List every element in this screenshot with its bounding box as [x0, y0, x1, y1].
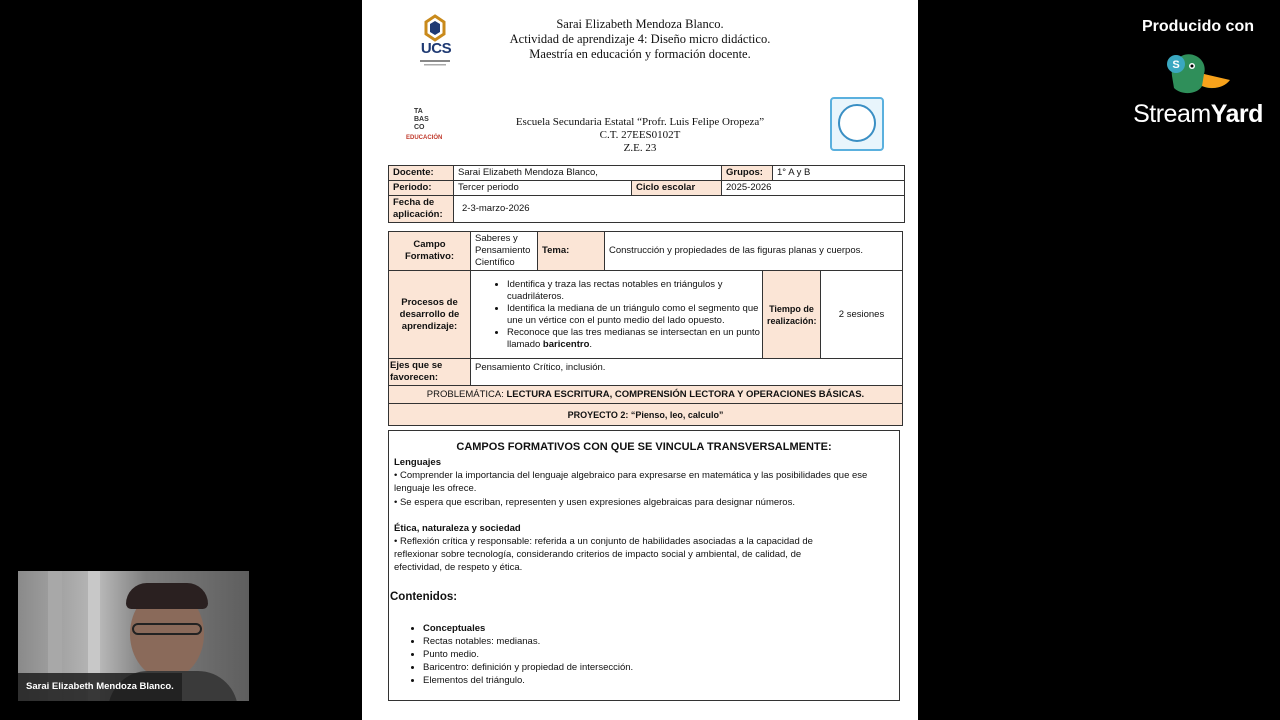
periodo-label: Periodo:	[389, 181, 454, 196]
problematica-row	[389, 386, 903, 404]
svg-text:S: S	[1172, 59, 1180, 71]
tiempo-label: Tiempo de realización:	[763, 271, 821, 359]
ejes-value: Pensamiento Crítico, inclusión.	[471, 359, 903, 386]
fecha-label: Fecha de aplicación:	[389, 196, 454, 223]
procesos-list	[473, 279, 760, 351]
produced-with-text: Producido con	[1142, 18, 1254, 35]
participant-video-tile[interactable]	[18, 571, 249, 701]
contenidos-item: • Elementos del triángulo.	[423, 674, 633, 687]
proceso-item: • Identifica la mediana de un triángulo como el segmento que une un vértice con el punto medio del lado opuesto.	[507, 303, 760, 327]
participant-hair	[126, 583, 208, 609]
proceso-3-end: .	[589, 338, 593, 350]
proceso-item: • Identifica y traza las rectas notables en triángulos y cuadriláteros.	[507, 279, 760, 303]
campos-title: CAMPOS FORMATIVOS CON QUE SE VINCULA TRANSVERSALMENTE:	[456, 441, 832, 453]
lenguajes-heading: Lenguajes	[394, 457, 441, 468]
ciclo-label: Ciclo escolar	[632, 181, 722, 196]
fecha-value: 2-3-marzo-2026	[454, 196, 905, 223]
header-program-line: Maestría en educación y formación docente.	[529, 47, 751, 61]
header-author-line: Sarai Elizabeth Mendoza Blanco.	[556, 17, 724, 31]
proceso-item	[507, 327, 760, 351]
participant-name-tag: Sarai Elizabeth Mendoza Blanco.	[18, 673, 182, 701]
procesos-list-cell	[471, 271, 763, 359]
grupos-value: 1° A y B	[773, 166, 905, 181]
ucs-logo-text: UCS	[420, 40, 452, 57]
ejes-label: Ejes que se favorecen:	[389, 359, 471, 386]
docente-value: Sarai Elizabeth Mendoza Blanco,	[454, 166, 722, 181]
tab-logo-line1: TA	[414, 108, 423, 115]
docente-label: Docente:	[389, 166, 454, 181]
ciclo-value: 2025-2026	[722, 181, 905, 196]
streamyard-duck-icon	[1162, 46, 1234, 100]
campo-formativo-value: Saberes y Pensamiento Científico	[471, 232, 538, 271]
school-seal-icon	[830, 97, 884, 151]
contenidos-item: • Conceptuales	[423, 622, 633, 635]
brand-yard: Yard	[1210, 100, 1263, 128]
tema-label: Tema:	[538, 232, 605, 271]
glasses-icon	[132, 623, 202, 635]
lenguajes-item: • Se espera que escriban, representen y usen expresiones algebraicas para designar números.	[394, 497, 795, 508]
procesos-label: Procesos de desarrollo de aprendizaje:	[389, 271, 471, 359]
school-ze: Z.E. 23	[623, 142, 657, 154]
contenidos-item: • Punto medio.	[423, 648, 633, 661]
grupos-label: Grupos:	[722, 166, 773, 181]
tema-value: Construcción y propiedades de las figuras planas y cuerpos.	[605, 232, 903, 271]
etica-heading: Ética, naturaleza y sociedad	[394, 523, 521, 534]
contenidos-item: • Rectas notables: medianas.	[423, 635, 633, 648]
brand-stream: Stream	[1133, 100, 1211, 128]
problematica-label: PROBLEMÁTICA:	[426, 388, 507, 400]
header-activity-line: Actividad de aprendizaje 4: Diseño micro didáctico.	[509, 32, 771, 46]
lesson-plan-table	[388, 231, 903, 426]
school-ct: C.T. 27EES0102T	[599, 129, 681, 141]
contenidos-heading: Contenidos:	[390, 591, 458, 603]
teacher-info-table	[388, 165, 905, 223]
tab-logo-education: EDUCACIÓN	[406, 135, 443, 141]
problematica-value: LECTURA ESCRITURA, COMPRENSIÓN LECTORA Y OPERACIONES BÁSICAS.	[506, 388, 865, 400]
tab-logo-line2: BAS	[414, 116, 429, 123]
contenidos-list	[389, 622, 633, 687]
periodo-value: Tercer periodo	[454, 181, 632, 196]
shared-document-page	[362, 0, 918, 720]
school-name: Escuela Secundaria Estatal “Profr. Luis Felipe Oropeza”	[515, 116, 765, 128]
tiempo-value: 2 sesiones	[821, 271, 903, 359]
lenguajes-item: • Comprender la importancia del lenguaje algebraico para expresarse en matemática y las posibilidades que ese lenguaje les ofrece.	[394, 470, 868, 494]
proyecto-row: PROYECTO 2: “Pienso, leo, calculo”	[389, 404, 903, 426]
campos-formativos-section	[388, 430, 900, 701]
etica-item: • Reflexión crítica y responsable: referida a un conjunto de habilidades asociadas a la capacidad de reflexionar sobre tecnología, considerando criterios de impacto social y ambiental, de calidad, de efectividad, de respeto y ética.	[394, 536, 813, 573]
campo-formativo-label: Campo Formativo:	[389, 232, 471, 271]
contenidos-item: • Baricentro: definición y propiedad de intersección.	[423, 661, 633, 674]
streamyard-branding	[1128, 18, 1268, 128]
proceso-3-bold: baricentro	[542, 338, 590, 350]
proceso-3-text: Reconoce que las tres medianas se intersectan en un punto llamado	[507, 326, 760, 350]
streamyard-wordmark	[1128, 100, 1268, 129]
tab-logo-line3: CO	[414, 124, 425, 131]
